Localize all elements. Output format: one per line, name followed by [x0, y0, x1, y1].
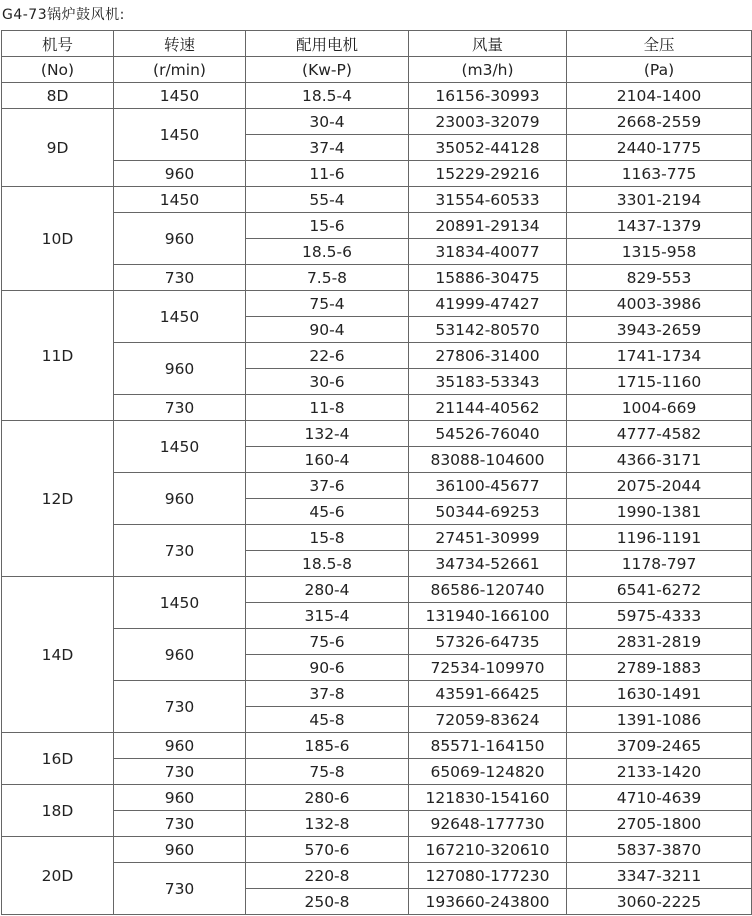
speed-cell: 730: [114, 811, 246, 837]
motor-cell: 132-8: [246, 811, 409, 837]
pressure-cell: 2075-2044: [567, 473, 752, 499]
pressure-cell: 2705-1800: [567, 811, 752, 837]
table-row: [2, 811, 752, 837]
model-cell: 14D: [2, 577, 114, 733]
motor-cell: 37-4: [246, 135, 409, 161]
motor-cell: 15-8: [246, 525, 409, 551]
pressure-cell: 2789-1883: [567, 655, 752, 681]
motor-cell: 18.5-8: [246, 551, 409, 577]
airflow-cell: 131940-166100: [409, 603, 567, 629]
airflow-cell: 53142-80570: [409, 317, 567, 343]
motor-cell: 570-6: [246, 837, 409, 863]
table-row: [2, 291, 752, 317]
pressure-cell: 1004-669: [567, 395, 752, 421]
speed-cell: 960: [114, 733, 246, 759]
pressure-cell: 4777-4582: [567, 421, 752, 447]
table-row: [2, 265, 752, 291]
speed-cell: 1450: [114, 577, 246, 629]
pressure-cell: 3709-2465: [567, 733, 752, 759]
speed-cell: 1450: [114, 187, 246, 213]
airflow-cell: 72534-109970: [409, 655, 567, 681]
airflow-cell: 27806-31400: [409, 343, 567, 369]
table-row: [2, 161, 752, 187]
unit-row: [2, 57, 752, 83]
pressure-cell: 1630-1491: [567, 681, 752, 707]
speed-cell: 960: [114, 785, 246, 811]
motor-cell: 75-4: [246, 291, 409, 317]
motor-cell: 7.5-8: [246, 265, 409, 291]
speed-cell: 960: [114, 161, 246, 187]
table-row: [2, 759, 752, 785]
model-cell: 11D: [2, 291, 114, 421]
model-cell: 8D: [2, 83, 114, 109]
model-cell: 12D: [2, 421, 114, 577]
model-cell: 10D: [2, 187, 114, 291]
motor-cell: 220-8: [246, 863, 409, 889]
speed-cell: 730: [114, 759, 246, 785]
unit-motor: (Kw-P): [246, 57, 409, 83]
header-pressure: 全压: [567, 31, 752, 57]
header-airflow: 风量: [409, 31, 567, 57]
motor-cell: 185-6: [246, 733, 409, 759]
motor-cell: 280-6: [246, 785, 409, 811]
unit-pressure: (Pa): [567, 57, 752, 83]
model-cell: 20D: [2, 837, 114, 915]
speed-cell: 1450: [114, 109, 246, 161]
speed-cell: 1450: [114, 421, 246, 473]
fan-spec-table: [1, 30, 752, 915]
motor-cell: 90-4: [246, 317, 409, 343]
unit-airflow: (m3/h): [409, 57, 567, 83]
table-row: [2, 577, 752, 603]
table-row: [2, 187, 752, 213]
table-row: [2, 395, 752, 421]
pressure-cell: 4003-3986: [567, 291, 752, 317]
pressure-cell: 1437-1379: [567, 213, 752, 239]
airflow-cell: 43591-66425: [409, 681, 567, 707]
airflow-cell: 86586-120740: [409, 577, 567, 603]
unit-speed: (r/min): [114, 57, 246, 83]
motor-cell: 45-6: [246, 499, 409, 525]
airflow-cell: 65069-124820: [409, 759, 567, 785]
speed-cell: 960: [114, 629, 246, 681]
airflow-cell: 31834-40077: [409, 239, 567, 265]
motor-cell: 37-8: [246, 681, 409, 707]
motor-cell: 30-6: [246, 369, 409, 395]
airflow-cell: 20891-29134: [409, 213, 567, 239]
motor-cell: 280-4: [246, 577, 409, 603]
airflow-cell: 31554-60533: [409, 187, 567, 213]
table-row: [2, 109, 752, 135]
pressure-cell: 2668-2559: [567, 109, 752, 135]
header-speed: 转速: [114, 31, 246, 57]
airflow-cell: 27451-30999: [409, 525, 567, 551]
airflow-cell: 83088-104600: [409, 447, 567, 473]
speed-cell: 1450: [114, 291, 246, 343]
speed-cell: 730: [114, 681, 246, 733]
motor-cell: 22-6: [246, 343, 409, 369]
motor-cell: 15-6: [246, 213, 409, 239]
pressure-cell: 1315-958: [567, 239, 752, 265]
table-row: [2, 629, 752, 655]
pressure-cell: 1178-797: [567, 551, 752, 577]
speed-cell: 730: [114, 265, 246, 291]
pressure-cell: 1163-775: [567, 161, 752, 187]
airflow-cell: 34734-52661: [409, 551, 567, 577]
pressure-cell: 1715-1160: [567, 369, 752, 395]
table-row: [2, 213, 752, 239]
motor-cell: 37-6: [246, 473, 409, 499]
speed-cell: 1450: [114, 83, 246, 109]
table-row: [2, 863, 752, 889]
table-row: [2, 525, 752, 551]
unit-model: (No): [2, 57, 114, 83]
pressure-cell: 1196-1191: [567, 525, 752, 551]
airflow-cell: 15229-29216: [409, 161, 567, 187]
airflow-cell: 35183-53343: [409, 369, 567, 395]
pressure-cell: 829-553: [567, 265, 752, 291]
header-model: 机号: [2, 31, 114, 57]
airflow-cell: 21144-40562: [409, 395, 567, 421]
motor-cell: 45-8: [246, 707, 409, 733]
airflow-cell: 23003-32079: [409, 109, 567, 135]
table-row: [2, 837, 752, 863]
pressure-cell: 1741-1734: [567, 343, 752, 369]
motor-cell: 132-4: [246, 421, 409, 447]
motor-cell: 18.5-4: [246, 83, 409, 109]
airflow-cell: 85571-164150: [409, 733, 567, 759]
airflow-cell: 127080-177230: [409, 863, 567, 889]
table-row: [2, 343, 752, 369]
airflow-cell: 167210-320610: [409, 837, 567, 863]
pressure-cell: 2133-1420: [567, 759, 752, 785]
pressure-cell: 1990-1381: [567, 499, 752, 525]
airflow-cell: 121830-154160: [409, 785, 567, 811]
motor-cell: 75-6: [246, 629, 409, 655]
model-cell: 18D: [2, 785, 114, 837]
airflow-cell: 57326-64735: [409, 629, 567, 655]
pressure-cell: 1391-1086: [567, 707, 752, 733]
table-row: [2, 83, 752, 109]
speed-cell: 730: [114, 395, 246, 421]
table-row: [2, 785, 752, 811]
table-row: [2, 473, 752, 499]
motor-cell: 160-4: [246, 447, 409, 473]
table-row: [2, 681, 752, 707]
pressure-cell: 3060-2225: [567, 889, 752, 915]
header-motor: 配用电机: [246, 31, 409, 57]
page-title: G4-73锅炉鼓风机:: [2, 7, 125, 23]
motor-cell: 90-6: [246, 655, 409, 681]
pressure-cell: 6541-6272: [567, 577, 752, 603]
pressure-cell: 5837-3870: [567, 837, 752, 863]
motor-cell: 250-8: [246, 889, 409, 915]
pressure-cell: 4710-4639: [567, 785, 752, 811]
speed-cell: 960: [114, 213, 246, 265]
airflow-cell: 72059-83624: [409, 707, 567, 733]
pressure-cell: 4366-3171: [567, 447, 752, 473]
model-cell: 16D: [2, 733, 114, 785]
airflow-cell: 54526-76040: [409, 421, 567, 447]
motor-cell: 11-6: [246, 161, 409, 187]
airflow-cell: 193660-243800: [409, 889, 567, 915]
airflow-cell: 15886-30475: [409, 265, 567, 291]
motor-cell: 315-4: [246, 603, 409, 629]
airflow-cell: 36100-45677: [409, 473, 567, 499]
table-row: [2, 733, 752, 759]
motor-cell: 55-4: [246, 187, 409, 213]
airflow-cell: 50344-69253: [409, 499, 567, 525]
pressure-cell: 2440-1775: [567, 135, 752, 161]
pressure-cell: 3347-3211: [567, 863, 752, 889]
motor-cell: 11-8: [246, 395, 409, 421]
pressure-cell: 3301-2194: [567, 187, 752, 213]
airflow-cell: 35052-44128: [409, 135, 567, 161]
table-row: [2, 421, 752, 447]
motor-cell: 30-4: [246, 109, 409, 135]
airflow-cell: 92648-177730: [409, 811, 567, 837]
airflow-cell: 41999-47427: [409, 291, 567, 317]
pressure-cell: 3943-2659: [567, 317, 752, 343]
pressure-cell: 2104-1400: [567, 83, 752, 109]
speed-cell: 960: [114, 473, 246, 525]
speed-cell: 730: [114, 525, 246, 577]
pressure-cell: 5975-4333: [567, 603, 752, 629]
motor-cell: 75-8: [246, 759, 409, 785]
speed-cell: 960: [114, 837, 246, 863]
speed-cell: 730: [114, 863, 246, 915]
speed-cell: 960: [114, 343, 246, 395]
header-row: [2, 31, 752, 57]
airflow-cell: 16156-30993: [409, 83, 567, 109]
model-cell: 9D: [2, 109, 114, 187]
pressure-cell: 2831-2819: [567, 629, 752, 655]
motor-cell: 18.5-6: [246, 239, 409, 265]
